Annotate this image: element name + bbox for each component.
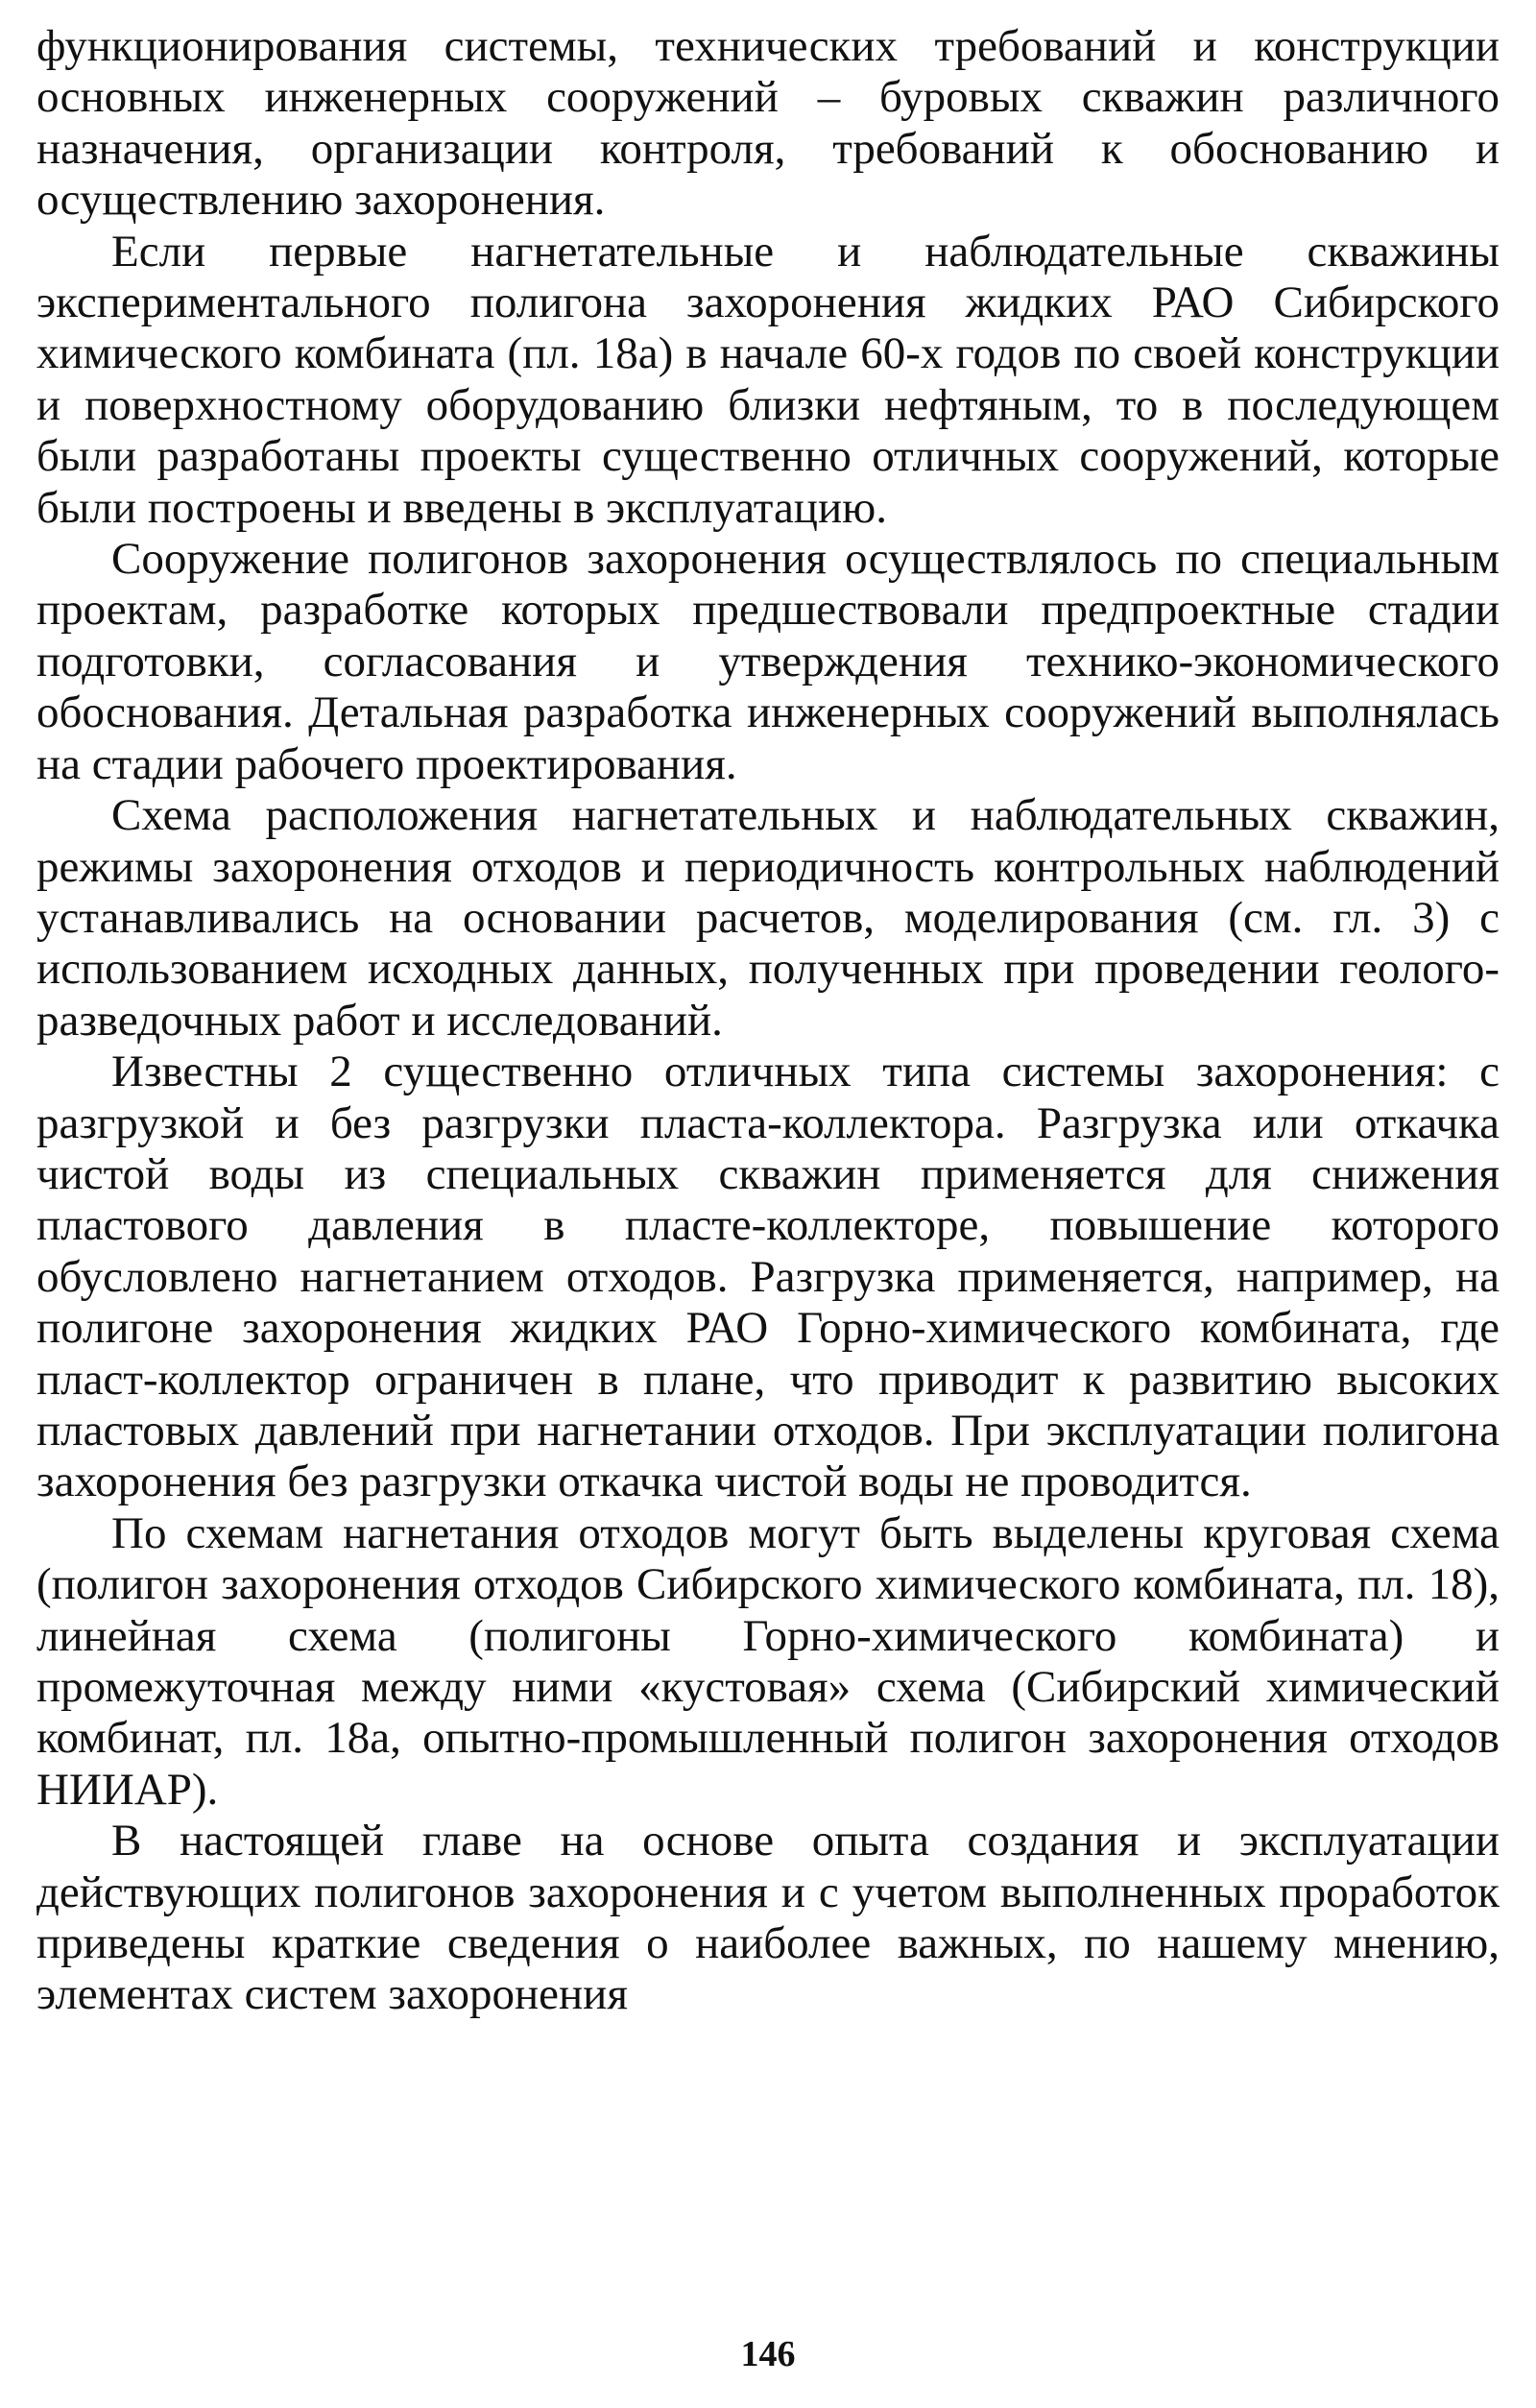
paragraph-4: Схема расположения нагнетательных и наблюдательных скважин, режимы захоронения отходов и периодичность контрольных наблюдений устанавливались на основании расчетов, моделирования (см. гл. 3) с использованием исходных данных, полученных при проведении геолого-разведочных работ и исследований.	[36, 790, 1500, 1046]
body-text	[36, 21, 1500, 2021]
paragraph-7: В настоящей главе на основе опыта создания и эксплуатации действующих полигонов захоронения и с учетом выполненных проработок приведены краткие сведения о наиболее важных, по нашему мнению, элементах систем захоронения	[36, 1816, 1500, 2020]
paragraph-3: Сооружение полигонов захоронения осуществлялось по специальным проектам, разработке которых предшествовали предпроектные стадии подготовки, согласования и утверждения технико-экономического обоснования. Детальная разработка инженерных сооружений выполнялась на стадии рабочего проектирования.	[36, 534, 1500, 789]
paragraph-5: Известны 2 существенно отличных типа системы захоронения: с разгрузкой и без разгрузки пласта-коллектора. Разгрузка или откачка чистой воды из специальных скважин применяется для снижения пластового давления в пласте-коллекторе, повышение которого обусловлено нагнетанием отходов. Разгрузка применяется, например, на полигоне захоронения жидких РАО Горно-химического комбината, где пласт-коллектор ограничен в плане, что приводит к развитию высоких пластовых давлений при нагнетании отходов. При эксплуатации полигона захоронения без разгрузки откачка чистой воды не проводится.	[36, 1047, 1500, 1507]
paragraph-2: Если первые нагнетательные и наблюдательные скважины экспериментального полигона захоронения жидких РАО Сибирского химического комбината (пл. 18а) в начале 60-х годов по своей конструкции и поверхностному оборудованию близки нефтяным, то в последующем были разработаны проекты существенно отличных сооружений, которые были построены и введены в эксплуатацию.	[36, 226, 1500, 533]
paragraph-1: функционирования системы, технических требований и конструкции основных инженерных сооружений – буровых скважин различного назначения, организации контроля, требований к обоснованию и осуществлению захоронения.	[36, 21, 1500, 226]
paragraph-6: По схемам нагнетания отходов могут быть выделены круговая схема (полигон захоронения отходов Сибирского химического комбината, пл. 18), линейная схема (полигоны Горно-химического комбината) и промежуточная между ними «кустовая» схема (Сибирский химический комбинат, пл. 18а, опытно-промышленный полигон захоронения отходов НИИАР).	[36, 1507, 1500, 1815]
page-number: 146	[740, 2334, 796, 2374]
